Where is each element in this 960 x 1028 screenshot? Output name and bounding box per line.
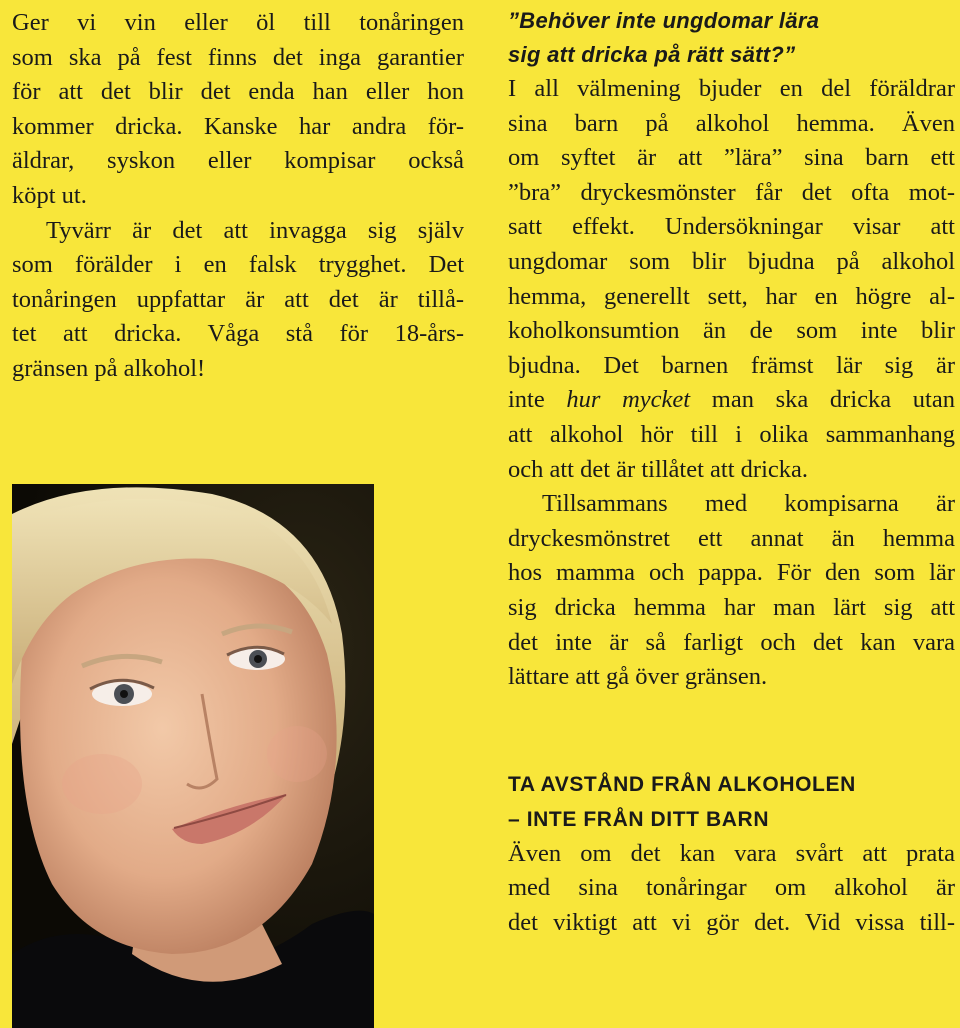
text-line: lättare att gå över gränsen. (508, 663, 768, 691)
text-line: sig dricka hemma har man lärt sig att (508, 593, 955, 621)
text-line: köpt ut. (12, 181, 87, 209)
text-line: gränsen på alkohol! (12, 354, 206, 382)
text-line: ungdomar som blir bjudna på alkohol (508, 247, 955, 275)
right-column (508, 4, 955, 940)
text-line-with-emphasis (508, 383, 955, 418)
text-line: om syftet är att ”lära” sina barn ett (508, 144, 955, 172)
text-line: ”bra” dryckesmönster får det ofta mot- (508, 178, 955, 206)
subheading (508, 4, 955, 72)
left-column (12, 6, 464, 387)
text-line: det inte är så farligt och det kan vara (508, 628, 955, 656)
text-line: bjudna. Det barnen främst lär sig är (508, 351, 955, 379)
text-line: hos mamma och pappa. För den som lär (508, 559, 955, 587)
text-line: koholkonsumtion än de som inte blir (508, 317, 955, 345)
emphasis-text: hur mycket (566, 386, 691, 414)
heading-line: TA AVSTÅND FRÅN ALKOHOLEN (508, 772, 856, 796)
right-paragraph-3 (508, 837, 955, 941)
text-line: att alkohol hör till i olika sammanhang (508, 420, 955, 448)
text-line: som ska på fest finns det inga garantier (12, 43, 464, 71)
text-line: som förälder i en falsk trygghet. Det (12, 251, 464, 279)
text-line: tet att dricka. Våga stå för 18-års- (12, 320, 464, 348)
text-line: och att det är tillåtet att dricka. (508, 455, 808, 483)
text-line: Tyvärr är det att invagga sig själv (46, 216, 464, 244)
text-line: det viktigt att vi gör det. Vid vissa till- (508, 908, 955, 936)
text-line: I all välmening bjuder en del föräldrar (508, 75, 955, 102)
heading-line: – INTE FRÅN DITT BARN (508, 807, 770, 831)
left-paragraph-1 (12, 6, 464, 214)
text-line: kommer dricka. Kanske har andra för- (12, 112, 464, 140)
text-line: satt effekt. Undersökningar visar att (508, 213, 955, 241)
text-line: för att det blir det enda han eller hon (12, 78, 464, 106)
text-line: tonåringen uppfattar är att det är tillå- (12, 285, 464, 313)
text-line: Ger vi vin eller öl till tonåringen (12, 9, 464, 36)
text-line: Även om det kan vara svårt att prata (508, 839, 955, 867)
portrait-photo (12, 484, 374, 1028)
text-line: dryckesmönstret ett annat än hemma (508, 524, 955, 552)
text-line: med sina tonåringar om alkohol är (508, 874, 955, 902)
text-line: hemma, generellt sett, har en högre al- (508, 282, 955, 310)
right-paragraph-1 (508, 72, 955, 487)
text-line: Tillsammans med kompisarna är (542, 490, 955, 518)
text-fragment: man ska dricka utan (690, 386, 955, 414)
subheading-line: ”Behöver inte ungdomar lära (508, 8, 820, 33)
text-fragment: inte (508, 386, 567, 414)
right-paragraph-2 (508, 487, 955, 695)
text-line: äldrar, syskon eller kompisar också (12, 147, 464, 175)
subheading-line: sig att dricka på rätt sätt?” (508, 42, 796, 67)
text-line: sina barn på alkohol hemma. Även (508, 109, 955, 137)
left-paragraph-2 (12, 214, 464, 387)
section-heading (508, 767, 955, 837)
